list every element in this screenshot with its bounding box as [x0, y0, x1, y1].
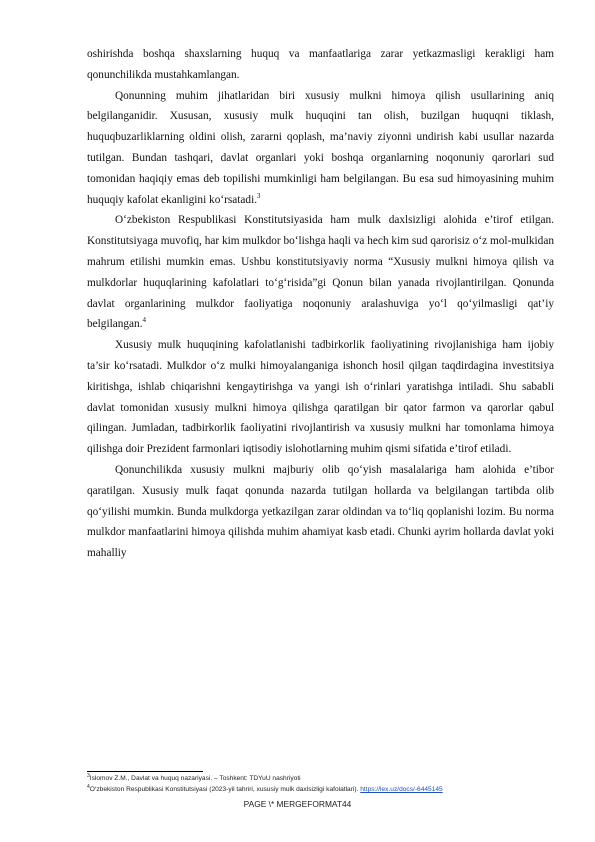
- footnote-number: 4: [87, 783, 90, 790]
- paragraph-4-text: Xususiy mulk huquqining kafolatlanishi tadbirkorlik faoliyatining rivojlanishiga ham ijobiy ta’sir ko‘rsatadi. Mulkdor o‘z mulki himoyalanganiga ishonch hosil qilgan taqdirdagina investitsiya kiritishga, ishlab chiqarishni kengaytirishga va yangi ish o‘rinlari yaratishga intiladi. Shu sababli davlat tomonidan xususiy mulkni himoya qilishga qaratilgan bir qator farmon va qarorlar qabul qilingan. Jumladan, tadbirkorlik faoliyatini rivojlantirish va xususiy mulkni har tomonlama himoya qilishga doir Prezident farmonlari iqtisodiy islohotlarning muhim qismi sifatida e’tirof etiladi.: [87, 339, 554, 456]
- paragraph-1: [87, 44, 554, 86]
- footnote-text: O‘zbekiston Respublikasi Konstitutsiyasi (2023-yil tahriri, xususiy mulk daxlsizligi kafolatlari).: [89, 786, 359, 793]
- page-number-field: PAGE \* MERGEFORMAT44: [243, 799, 352, 809]
- paragraph-4: [87, 335, 554, 460]
- paragraph-3-text: O‘zbekiston Respublikasi Konstitutsiyasida ham mulk daxlsizligi alohida e’tirof etilgan. Konstitutsiyaga muvofiq, har kim mulkdor bo‘lishga haqli va hech kim sud qarorisiz o‘z mol-mulkidan mahrum etilishi mumkin emas. Ushbu konstitutsiyaviy norma “Xususiy mulkni himoya qilish va mulkdorlar huquqlarining kafolatlari to‘g‘risida”gi Qonun bilan yanada rivojlantirilgan. Qonunda davlat organlarining mulkdor faoliyatiga noqonuniy aralashuviga yo‘l qo‘yilmasligi qat’iy belgilangan.: [87, 214, 554, 331]
- paragraph-5: [87, 460, 554, 564]
- footnote-ref-3[interactable]: 3: [257, 191, 261, 200]
- footnote-text: Islomov Z.M., Davlat va huquq nazariyasi. – Toshkent: TDYuU nashriyoti: [89, 775, 301, 782]
- footnote-ref-4[interactable]: 4: [142, 316, 147, 325]
- footnote-3: [87, 773, 557, 784]
- paragraph-2: [87, 86, 554, 211]
- paragraph-5-text: Qonunchilikda xususiy mulkni majburiy olib qo‘yish masalalariga ham alohida e’tibor qaratilgan. Xususiy mulk faqat qonunda nazarda tutilgan hollarda va belgilangan tartibda olib qo‘yilishi mumkin. Bunda mulkdorga yetkazilgan zarar oldindan va to‘liq qoplanishi lozim. Bu norma mulkdor manfaatlarini himoya qilishda muhim ahamiyat kasb etadi. Chunki ayrim hollarda davlat yoki mahalliy: [87, 463, 554, 560]
- paragraph-3: [87, 210, 554, 335]
- footnotes: [87, 773, 557, 795]
- paragraph-1-text: oshirishda boshqa shaxslarning huquq va manfaatlariga zarar yetkazmasligi kerakligi ham qonunchilikda mustahkamlangan.: [87, 48, 554, 81]
- footnote-4: [87, 784, 557, 795]
- footnote-number: 3: [87, 772, 90, 779]
- document-body: [87, 44, 554, 564]
- paragraph-2-text: Qonunning muhim jihatlaridan biri xususiy mulkni himoya qilish usullarining aniq belgilanganidir. Xususan, xususiy mulk huquqini tan olish, buzilgan huquqni tiklash, huquqbuzarliklarning oldini olish, zararni qoplash, ma’naviy ziyonni undirish kabi usullar nazarda tutilgan. Bundan tashqari, davlat organlari yoki boshqa organlarning noqonuniy qarorlari sud tomonidan haqiqiy emas deb topilishi mumkinligi ham belgilangan. Bu esa sud himoyasining muhim huquqiy kafolat ekanligini ko‘rsatadi.: [87, 89, 554, 206]
- footnote-link[interactable]: https://lex.uz/docs/-6445145: [360, 786, 443, 793]
- footnote-separator: [87, 771, 203, 772]
